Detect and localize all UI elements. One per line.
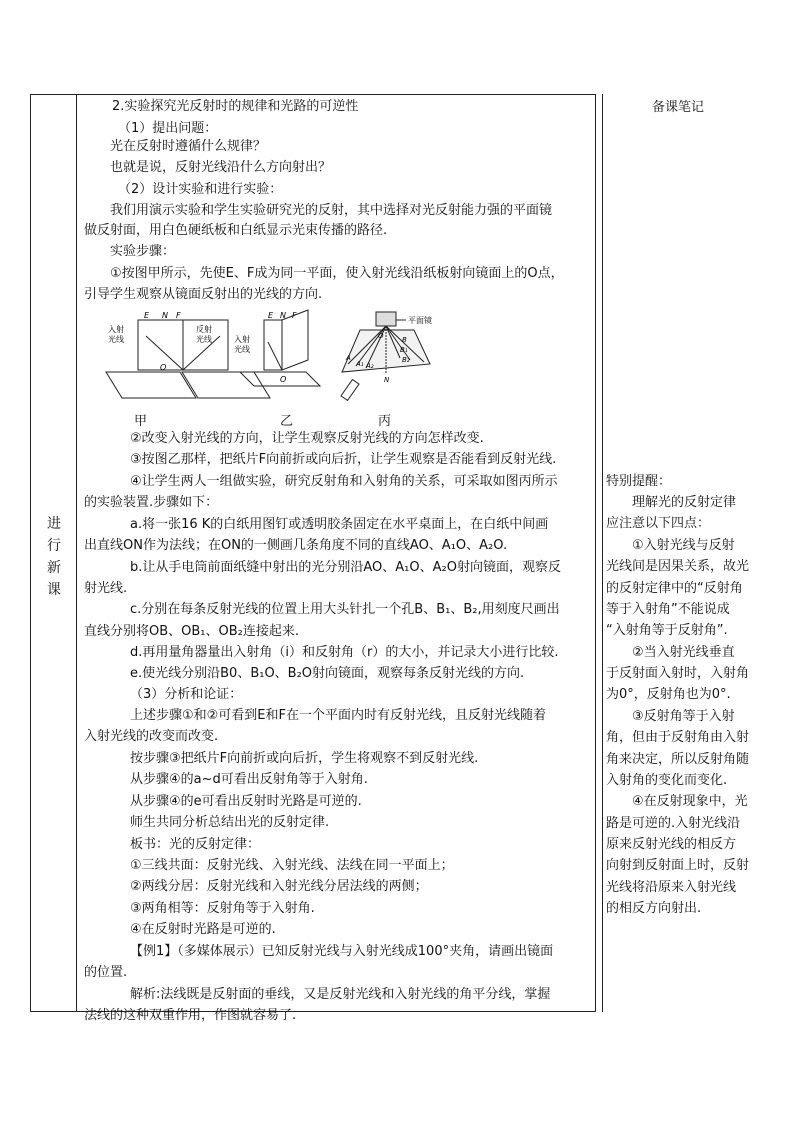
fig-yi-label-o: O xyxy=(280,375,287,384)
fig-jia-label-o: O xyxy=(160,363,167,372)
content-line: （2）设计实验和进行实验： xyxy=(118,182,283,197)
content-line: 从步骤④的a~d可看出反射角等于入射角. xyxy=(130,772,368,787)
content-line: 引导学生观察从镜面反射出的光线的方向. xyxy=(84,287,323,302)
content-line: 【例1】（多媒体展示）已知反射光线与入射光线成100°夹角，请画出镜面 xyxy=(130,944,554,959)
notes-line: 的相反方向射出. xyxy=(606,901,702,916)
content-line: （1）提出问题： xyxy=(118,121,218,136)
notes-line: 的反射定律中的“反射角 xyxy=(606,581,743,596)
content-line: 也就是说，反射光线沿什么方向射出？ xyxy=(110,160,332,175)
fig-yi-label-n: N xyxy=(280,311,286,320)
content-line: 上述步骤①和②可看到E和F在一个平面内时有反射光线，且反射光线随着 xyxy=(130,708,547,723)
section-label-char: 课 xyxy=(47,582,61,598)
content-line: 从步骤④的e可看出反射时光路是可逆的. xyxy=(130,794,362,809)
notes-line: 路是可逆的.入射光线沿 xyxy=(606,816,741,831)
content-line: a.将一张16 K的白纸用图钉或透明胶条固定在水平桌面上，在白纸中间画 xyxy=(130,517,549,532)
notes-line: 应注意以下四点： xyxy=(606,516,711,531)
fig-jia-label-n: N xyxy=(162,311,168,320)
fig-jia-reflected-label: 光线 xyxy=(196,335,212,344)
section-label-char: 行 xyxy=(47,538,61,554)
content-line: ③按图乙那样，把纸片F向前折或向后折，让学生观察是否能看到反射光线. xyxy=(130,452,557,467)
fig-bing-label-a1: A₁ xyxy=(356,360,364,368)
fig-jia-label-e: E xyxy=(144,311,150,320)
fig-jia-incident-label: 入射 xyxy=(108,325,124,334)
figure-label-jia: 甲 xyxy=(134,414,148,429)
notes-line: 于反射面入射时，入射角 xyxy=(606,666,750,681)
notes-title: 备课笔记 xyxy=(652,100,705,115)
fig-bing-label-o: O xyxy=(378,332,384,340)
content-line: c.分别在每条反射光线的位置上用大头针扎一个孔B、B₁、B₂,用刻度尺画出 xyxy=(130,602,560,617)
fig-yi-board-e xyxy=(264,320,282,370)
content-line: 我们用演示实验和学生实验研究光的反射，其中选择对光反射能力强的平面镜 xyxy=(110,203,553,218)
content-line: b.让从手电筒前面纸缝中射出的光分别沿AO、A₁O、A₂O射向镜面，观察反 xyxy=(130,560,561,575)
section-label-char: 新 xyxy=(47,560,61,576)
fig-yi-incident-label: 入射 xyxy=(234,335,250,344)
content-line: 射光线. xyxy=(84,581,128,596)
fig-yi-label-e: E xyxy=(268,311,274,320)
fig-yi-incident-label: 光线 xyxy=(234,345,250,354)
notes-line: 理解光的反射定律 xyxy=(632,495,737,510)
experiment-figures xyxy=(84,306,444,408)
content-line: 2.实验探究光反射时的规律和光路的可逆性 xyxy=(112,99,359,114)
notes-line: 向射到反射面上时，反射 xyxy=(606,858,750,873)
content-line: d.再用量角器量出入射角（i）和反射角（r）的大小，并记录大小进行比较. xyxy=(130,645,559,660)
fig-bing-label-a2: A₂ xyxy=(366,362,374,370)
content-line: ③两角相等：反射角等于入射角. xyxy=(130,901,315,916)
content-line: ①三线共面：反射光线、入射光线、法线在同一平面上； xyxy=(130,858,454,873)
section-label-char: 进 xyxy=(47,516,61,532)
notes-line: ④在反射现象中，光 xyxy=(632,794,748,809)
fig-bing-flashlight xyxy=(341,380,359,401)
fig-bing-label-b1: B₁ xyxy=(400,346,408,354)
notes-line: ②当入射光线垂直 xyxy=(632,645,735,660)
content-line: 师生共同分析总结出光的反射定律. xyxy=(130,815,330,830)
notes-line: 入射角的变化而变化. xyxy=(606,773,728,788)
fig-bing-label-n: N xyxy=(384,376,390,384)
notes-line: 特别提醒： xyxy=(606,474,672,489)
figure-label-yi: 乙 xyxy=(280,414,294,429)
content-line: 光在反射时遵循什么规律？ xyxy=(110,139,267,154)
notes-line: ③反射角等于入射 xyxy=(632,709,735,724)
notes-line: 等于入射角”不能说成 xyxy=(606,602,730,617)
figure-bing xyxy=(341,312,432,400)
figure-yi xyxy=(234,310,320,386)
fig-yi-incident-ray xyxy=(268,342,282,370)
notes-line: 角，但由于反射角由入射 xyxy=(606,730,750,745)
content-line: ②两线分居：反射光线和入射光线分居法线的两侧； xyxy=(130,879,428,894)
notes-line: 角来决定，所以反射角随 xyxy=(606,752,750,767)
notes-line: 光线将沿原来入射光线 xyxy=(606,880,737,895)
content-line: ④在反射时光路是可逆的. xyxy=(130,922,276,937)
fig-jia-mirror xyxy=(106,372,196,398)
content-line: 解析:法线既是反射面的垂线，又是反射光线和入射光线的角平分线，掌握 xyxy=(130,987,551,1002)
content-line: 出直线ON作为法线；在ON的一侧画几条角度不同的直线AO、A₁O、A₂O. xyxy=(84,538,508,553)
content-line: 做反射面，用白色硬纸板和白纸显示光束传播的路径. xyxy=(84,223,388,238)
fig-bing-label-b: B xyxy=(402,336,407,344)
figure-jia xyxy=(106,311,270,398)
fig-bing-label-a: A xyxy=(346,354,351,362)
content-line: 的实验装置.步骤如下： xyxy=(84,495,219,510)
fig-jia-mirror-right xyxy=(182,372,270,398)
fig-jia-reflected-label: 反射 xyxy=(196,325,212,334)
fig-yi-label-f: F xyxy=(292,311,297,320)
content-line: 的位置. xyxy=(84,965,128,980)
content-line: 按步骤③把纸片F向前折或向后折，学生将观察不到反射光线. xyxy=(130,751,479,766)
fig-bing-mirror xyxy=(376,312,396,326)
content-line: 板书：光的反射定律： xyxy=(130,837,261,852)
content-line: ①按图甲所示，先使E、F成为同一平面，使入射光线沿纸板射向镜面上的O点， xyxy=(110,266,564,281)
notes-line: ①入射光线与反射 xyxy=(632,538,735,553)
content-line: ④让学生两人一组做实验，研究反射角和入射角的关系，可采取如图丙所示 xyxy=(130,474,558,489)
figure-label-bing: 丙 xyxy=(378,414,392,429)
content-line: ②改变入射光线的方向，让学生观察反射光线的方向怎样改变. xyxy=(130,431,484,446)
content-line: （3）分析和论证： xyxy=(130,687,243,702)
fig-bing-mirror-label: 平面镜 xyxy=(408,316,432,325)
content-line: 法线的这种双重作用，作图就容易了. xyxy=(84,1008,297,1023)
content-line: 实验步骤： xyxy=(110,244,176,259)
fig-bing-label-b2: B₂ xyxy=(402,356,410,364)
notes-line: 原来反射光线的相反方 xyxy=(606,837,737,852)
fig-jia-incident-label: 光线 xyxy=(108,335,124,344)
content-line: 直线分别将OB、OB₁、OB₂连接起来. xyxy=(84,624,300,639)
section-label-column xyxy=(31,95,77,1011)
notes-line: 光线间是因果关系，故光 xyxy=(606,559,750,574)
content-line: e.使光线分别沿B0、B₁O、B₂O射向镜面，观察每条反射光线的方向. xyxy=(130,666,525,681)
fig-jia-label-f: F xyxy=(176,311,181,320)
content-line: 入射光线的改变而改变. xyxy=(84,729,219,744)
notes-line: “入射角等于反射角”. xyxy=(606,623,728,638)
section-label xyxy=(45,513,63,601)
notes-line: 为0°，反射角也为0°. xyxy=(606,687,731,702)
